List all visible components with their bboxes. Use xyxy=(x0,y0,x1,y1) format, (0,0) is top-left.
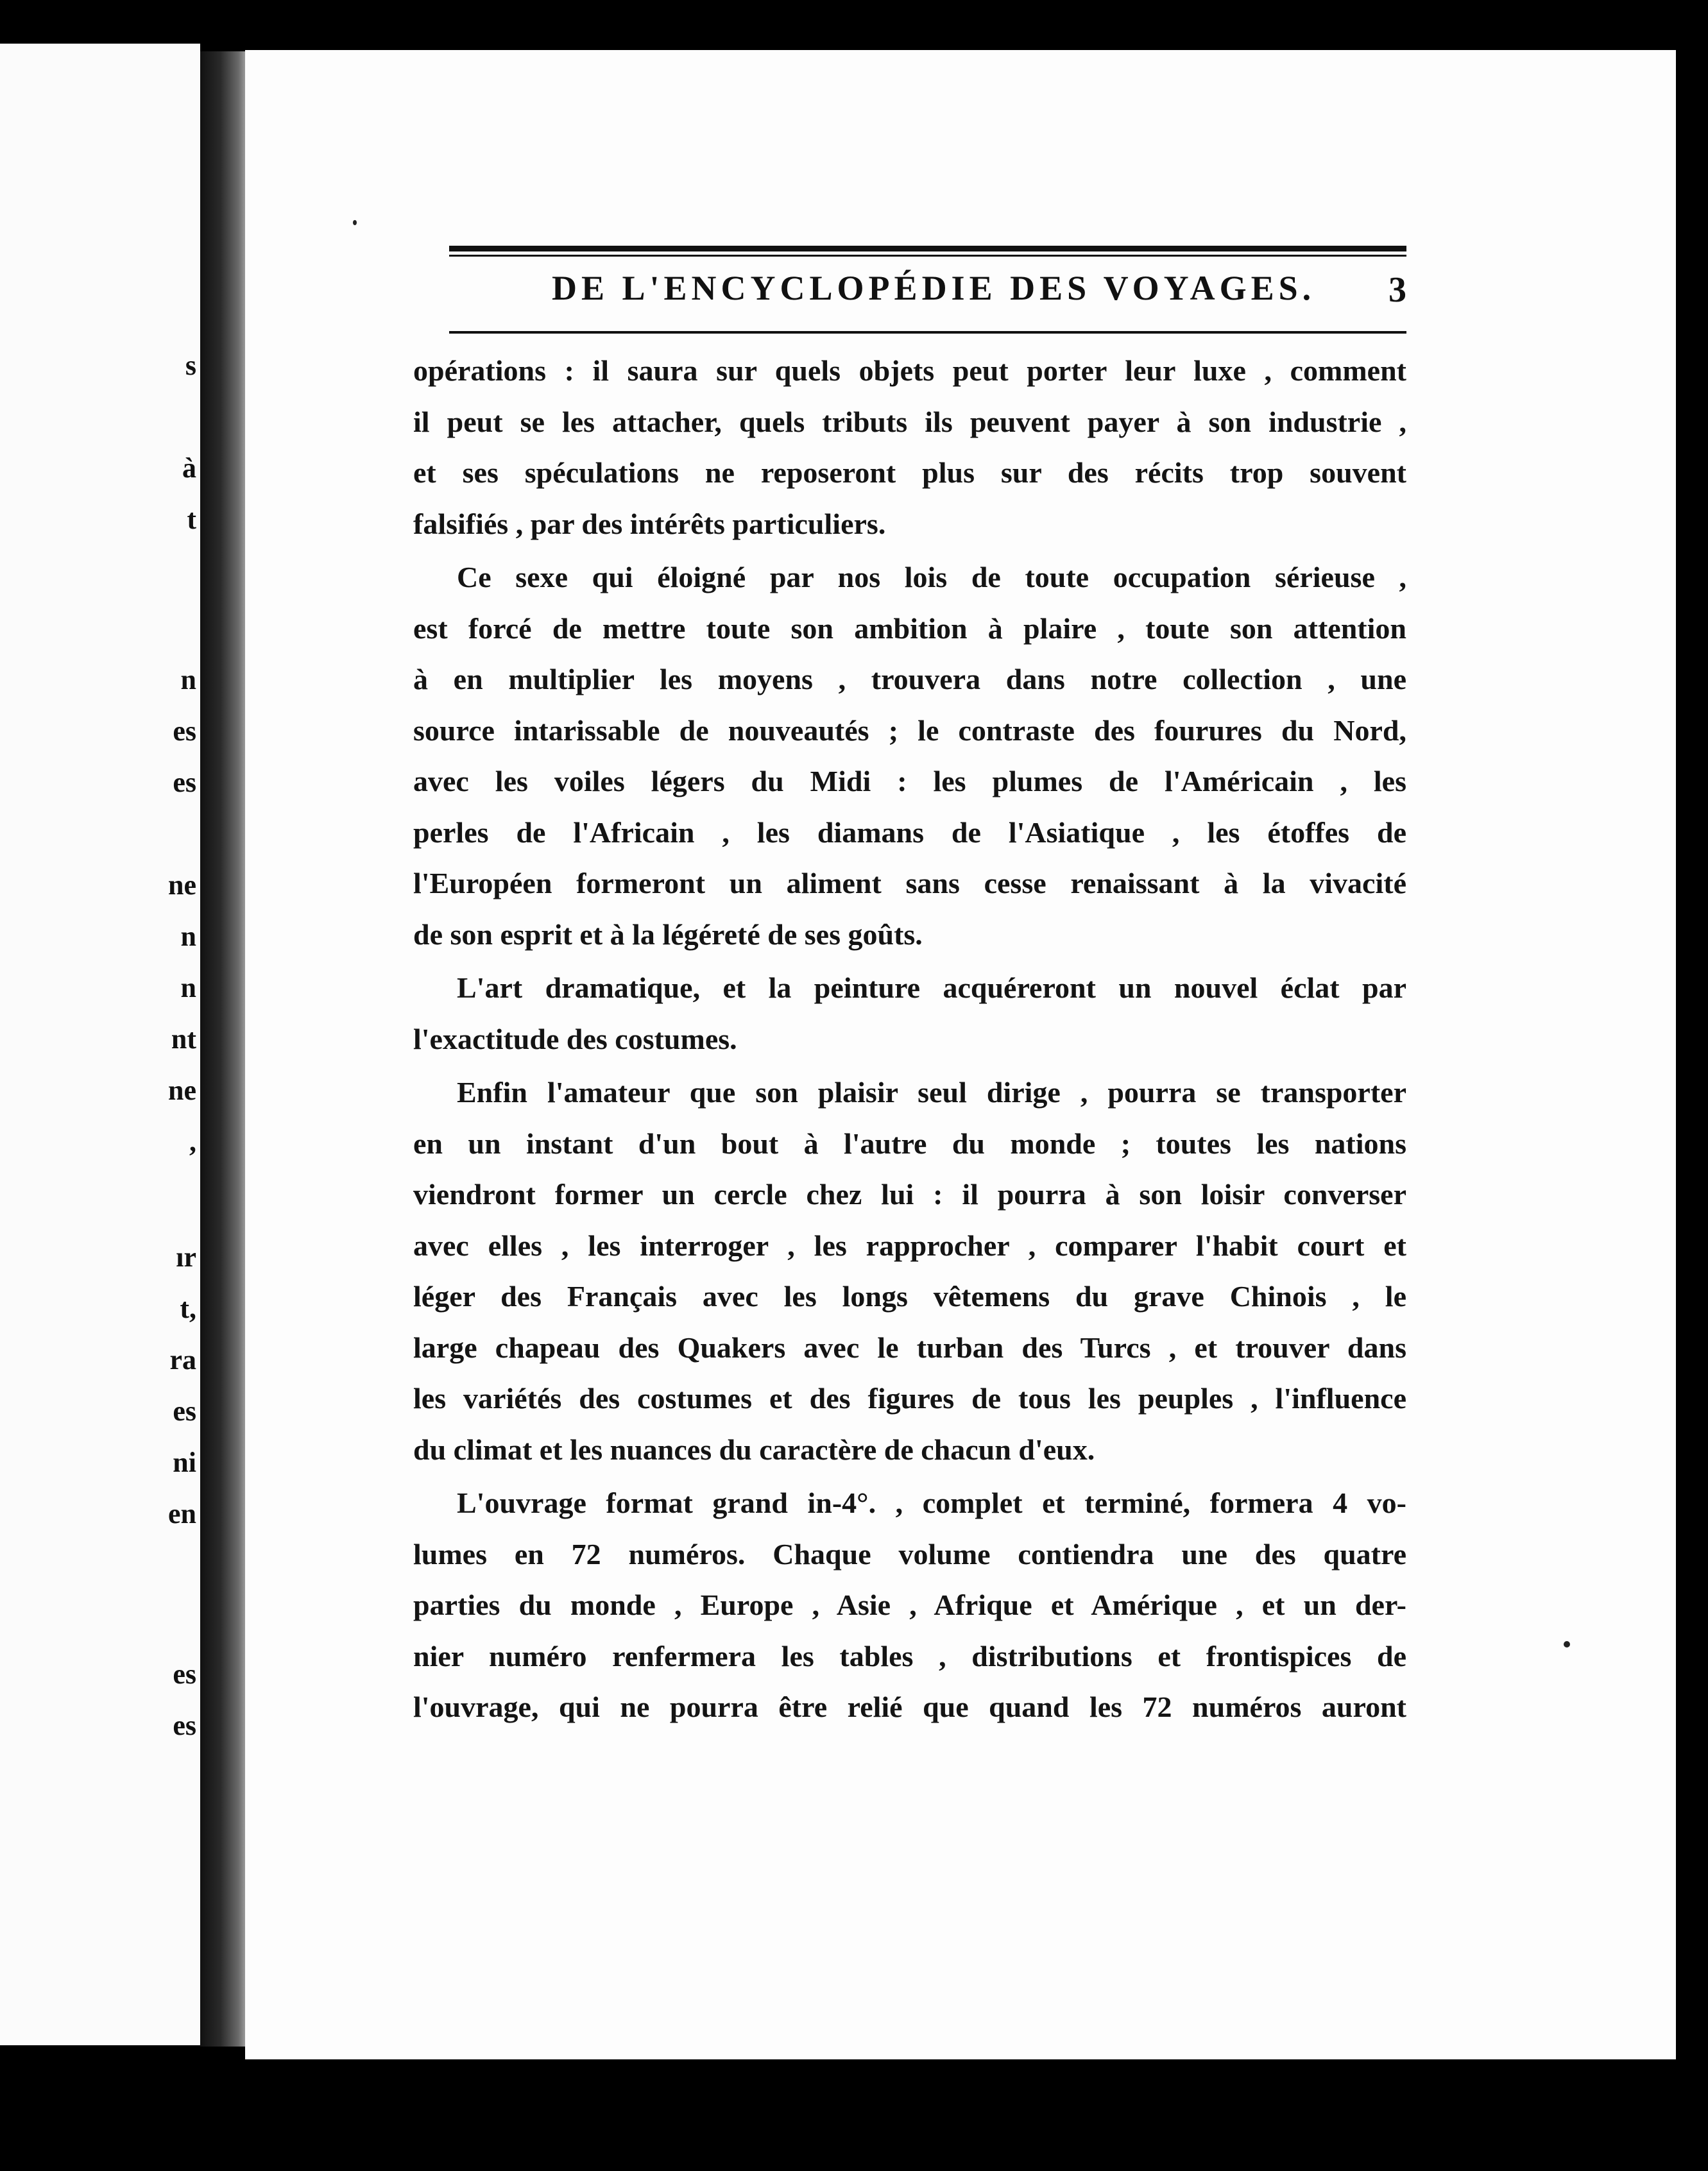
left-page-fragment: n xyxy=(180,972,196,1003)
left-page-fragment: à xyxy=(182,452,196,484)
right-page xyxy=(245,50,1676,2059)
text-line: perles de l'Africain , les diamans de l'Asiatique , les étoffes de xyxy=(413,815,1406,849)
text-line: parties du monde , Europe , Asie , Afrique et Amérique , et un der- xyxy=(413,1588,1406,1621)
text-line: les variétés des costumes et des figures de tous les peuples , l'influence xyxy=(413,1382,1406,1415)
header-rule-top xyxy=(449,246,1406,257)
book-gutter xyxy=(200,51,245,2047)
text-line: nier numéro renfermera les tables , distributions et frontispices de xyxy=(413,1639,1406,1673)
text-line: et ses spéculations ne reposeront plus sur des récits trop souvent xyxy=(413,456,1406,489)
text-line: lumes en 72 numéros. Chaque volume contiendra une des quatre xyxy=(413,1537,1406,1571)
page-number: 3 xyxy=(1388,270,1406,310)
left-page-fragment: ır xyxy=(176,1241,196,1273)
running-header xyxy=(449,268,1406,326)
text-line: falsifiés , par des intérêts particuliers. xyxy=(413,507,886,540)
text-line: opérations : il saura sur quels objets peut porter leur luxe , comment xyxy=(413,354,1406,387)
left-page-fragment: t, xyxy=(180,1293,196,1324)
paragraph xyxy=(413,1067,1406,1475)
text-line: du climat et les nuances du caractère de chacun d'eux. xyxy=(413,1433,1095,1466)
left-page-fragment: es xyxy=(173,1658,196,1690)
text-line: l'ouvrage, qui ne pourra être relié que quand les 72 numéros auront xyxy=(413,1690,1406,1723)
text-line: de son esprit et à la légéreté de ses goûts. xyxy=(413,917,923,951)
text-line: Enfin l'amateur que son plaisir seul dirige , pourra se transporter xyxy=(457,1076,1406,1109)
paragraph xyxy=(413,345,1406,549)
left-page-fragment: en xyxy=(168,1498,196,1529)
paragraph xyxy=(413,552,1406,960)
left-page-fragment: , xyxy=(189,1126,196,1157)
text-line: source intarissable de nouveautés ; le contraste des fourures du Nord, xyxy=(413,713,1406,747)
left-page-fragment: nt xyxy=(171,1023,196,1055)
text-line: L'ouvrage format grand in-4°. , complet et terminé, formera 4 vo- xyxy=(457,1486,1406,1519)
text-line: viendront former un cercle chez lui : il pourra à son loisir converser xyxy=(413,1178,1406,1211)
left-page-fragment: es xyxy=(173,1395,196,1427)
left-page-fragment: ni xyxy=(173,1447,196,1478)
ink-speck xyxy=(1564,1641,1570,1647)
left-page-fragment: es xyxy=(173,767,196,798)
running-title: DE L'ENCYCLOPÉDIE DES VOYAGES. xyxy=(552,269,1316,307)
text-line: est forcé de mettre toute son ambition à plaire , toute son attention xyxy=(413,611,1406,645)
text-line: en un instant d'un bout à l'autre du monde ; toutes les nations xyxy=(413,1127,1406,1160)
paragraph xyxy=(413,1477,1406,1733)
left-page-fragment: es xyxy=(173,1710,196,1741)
left-page-fragment: n xyxy=(180,921,196,952)
left-page-fragment: s xyxy=(185,350,196,381)
left-page-fragment: ra xyxy=(169,1344,196,1375)
left-page-fragment: es xyxy=(173,715,196,747)
left-page-fragment: t xyxy=(187,504,196,535)
left-page-edge xyxy=(0,44,200,2045)
text-line: L'art dramatique, et la peinture acquéreront un nouvel éclat par xyxy=(457,971,1406,1004)
text-line: Ce sexe qui éloigné par nos lois de toute occupation sérieuse , xyxy=(457,561,1406,593)
ink-speck xyxy=(353,220,357,225)
body-text xyxy=(413,345,1406,1735)
left-page-fragment: n xyxy=(180,664,196,695)
left-page-fragment: ne xyxy=(168,869,196,901)
text-line: l'exactitude des costumes. xyxy=(413,1022,737,1055)
text-line: large chapeau des Quakers avec le turban des Turcs , et trouver dans xyxy=(413,1331,1406,1364)
left-page-fragment: ne xyxy=(168,1075,196,1106)
header-rule-bottom xyxy=(449,331,1406,334)
text-line: léger des Français avec les longs vêtemens du grave Chinois , le xyxy=(413,1280,1406,1313)
text-line: avec les voiles légers du Midi : les plumes de l'Américain , les xyxy=(413,765,1406,797)
text-line: l'Européen formeront un aliment sans cesse renaissant à la vivacité xyxy=(413,867,1406,899)
text-line: avec elles , les interroger , les rapprocher , comparer l'habit court et xyxy=(413,1229,1406,1262)
text-line: à en multiplier les moyens , trouvera dans notre collection , une xyxy=(413,663,1406,695)
paragraph xyxy=(413,962,1406,1064)
text-line: il peut se les attacher, quels tributs ils peuvent payer à son industrie , xyxy=(413,405,1406,438)
